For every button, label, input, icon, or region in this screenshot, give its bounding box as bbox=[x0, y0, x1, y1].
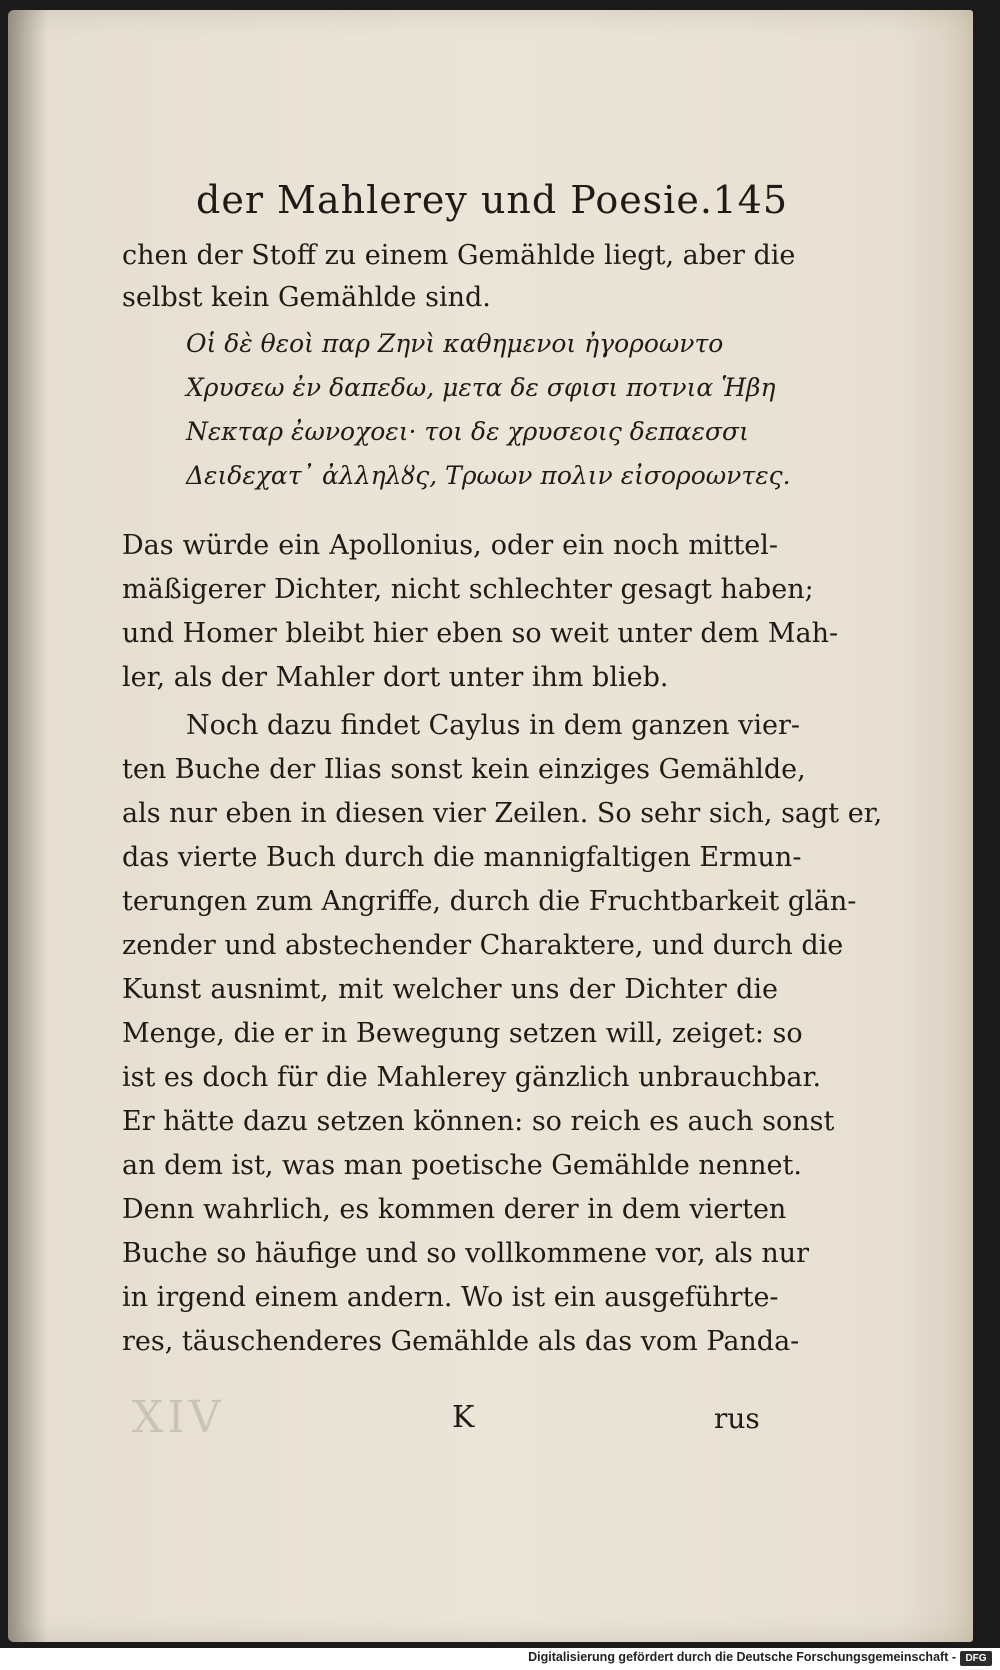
text-line: ten Buche der Ilias sonst kein einziges Gemählde, bbox=[122, 754, 806, 785]
text-line: ist es doch für die Mahlerey gänzlich unbrauchbar. bbox=[122, 1062, 822, 1093]
text-line: Kunst ausnimt, mit welcher uns der Dichter die bbox=[122, 974, 778, 1005]
text-line: ler, als der Mahler dort unter ihm blieb. bbox=[122, 662, 669, 693]
text-line: mäßigerer Dichter, nicht schlechter gesagt haben; bbox=[122, 574, 814, 605]
text-line: res, täuschenderes Gemählde als das vom Panda- bbox=[122, 1326, 800, 1357]
book-page bbox=[8, 10, 973, 1642]
text-line: selbst kein Gemählde sind. bbox=[122, 282, 491, 313]
text-line: an dem ist, was man poetische Gemählde nennet. bbox=[122, 1150, 802, 1181]
signature-mark: K bbox=[452, 1400, 475, 1435]
text-line: Buche so häufige und so vollkommene vor, als nur bbox=[122, 1238, 810, 1269]
text-line: Er hätte dazu setzen können: so reich es auch sonst bbox=[122, 1106, 835, 1137]
text-line: terungen zum Angriffe, durch die Fruchtbarkeit glän- bbox=[122, 886, 857, 917]
text-line: Das würde ein Apollonius, oder ein noch mittel- bbox=[122, 530, 778, 561]
text-line: und Homer bleibt hier eben so weit unter dem Mah- bbox=[122, 618, 839, 649]
page-header bbox=[188, 178, 788, 238]
greek-verse-line: Νεκταρ ἐωνοχοει· τοι δε χρυσεοις δεπαεσσι bbox=[186, 417, 749, 446]
page-number: 145 bbox=[712, 178, 788, 222]
greek-verse-line: Δειδεχατ᾽ ἀλληλȣς, Τρωων πολιν εἰσοροωντες. bbox=[186, 461, 791, 490]
text-line: chen der Stoff zu einem Gemählde liegt, aber die bbox=[122, 240, 796, 271]
text-line: zender und abstechender Charaktere, und durch die bbox=[122, 930, 844, 961]
dfg-logo-icon: DFG bbox=[960, 1651, 992, 1666]
text-line: Noch dazu findet Caylus in dem ganzen vier- bbox=[186, 710, 801, 741]
greek-verse-line: Οἱ δὲ θεοὶ παρ Ζηνὶ καθημενοι ἠγοροωντο bbox=[186, 329, 724, 358]
text-line: Menge, die er in Bewegung setzen will, zeiget: so bbox=[122, 1018, 803, 1049]
catchword: rus bbox=[714, 1402, 760, 1435]
text-line: in irgend einem andern. Wo ist ein ausgeführte- bbox=[122, 1282, 779, 1313]
digitization-footer bbox=[0, 1648, 1000, 1670]
funding-credit: Digitalisierung gefördert durch die Deutsche Forschungsgemeinschaft - bbox=[528, 1650, 956, 1664]
spine-shadow bbox=[8, 10, 48, 1642]
greek-verse-line: Χρυσεω ἐν δαπεδω, μετα δε σφισι ποτνια Ἡβη bbox=[186, 373, 776, 402]
text-line: das vierte Buch durch die mannigfaltigen Ermun- bbox=[122, 842, 802, 873]
text-line: als nur eben in diesen vier Zeilen. So sehr sich, sagt er, bbox=[122, 798, 883, 829]
running-title: der Mahlerey und Poesie. bbox=[196, 178, 713, 222]
show-through-mark: XIV bbox=[132, 1392, 225, 1443]
text-line: Denn wahrlich, es kommen derer in dem vierten bbox=[122, 1194, 787, 1225]
